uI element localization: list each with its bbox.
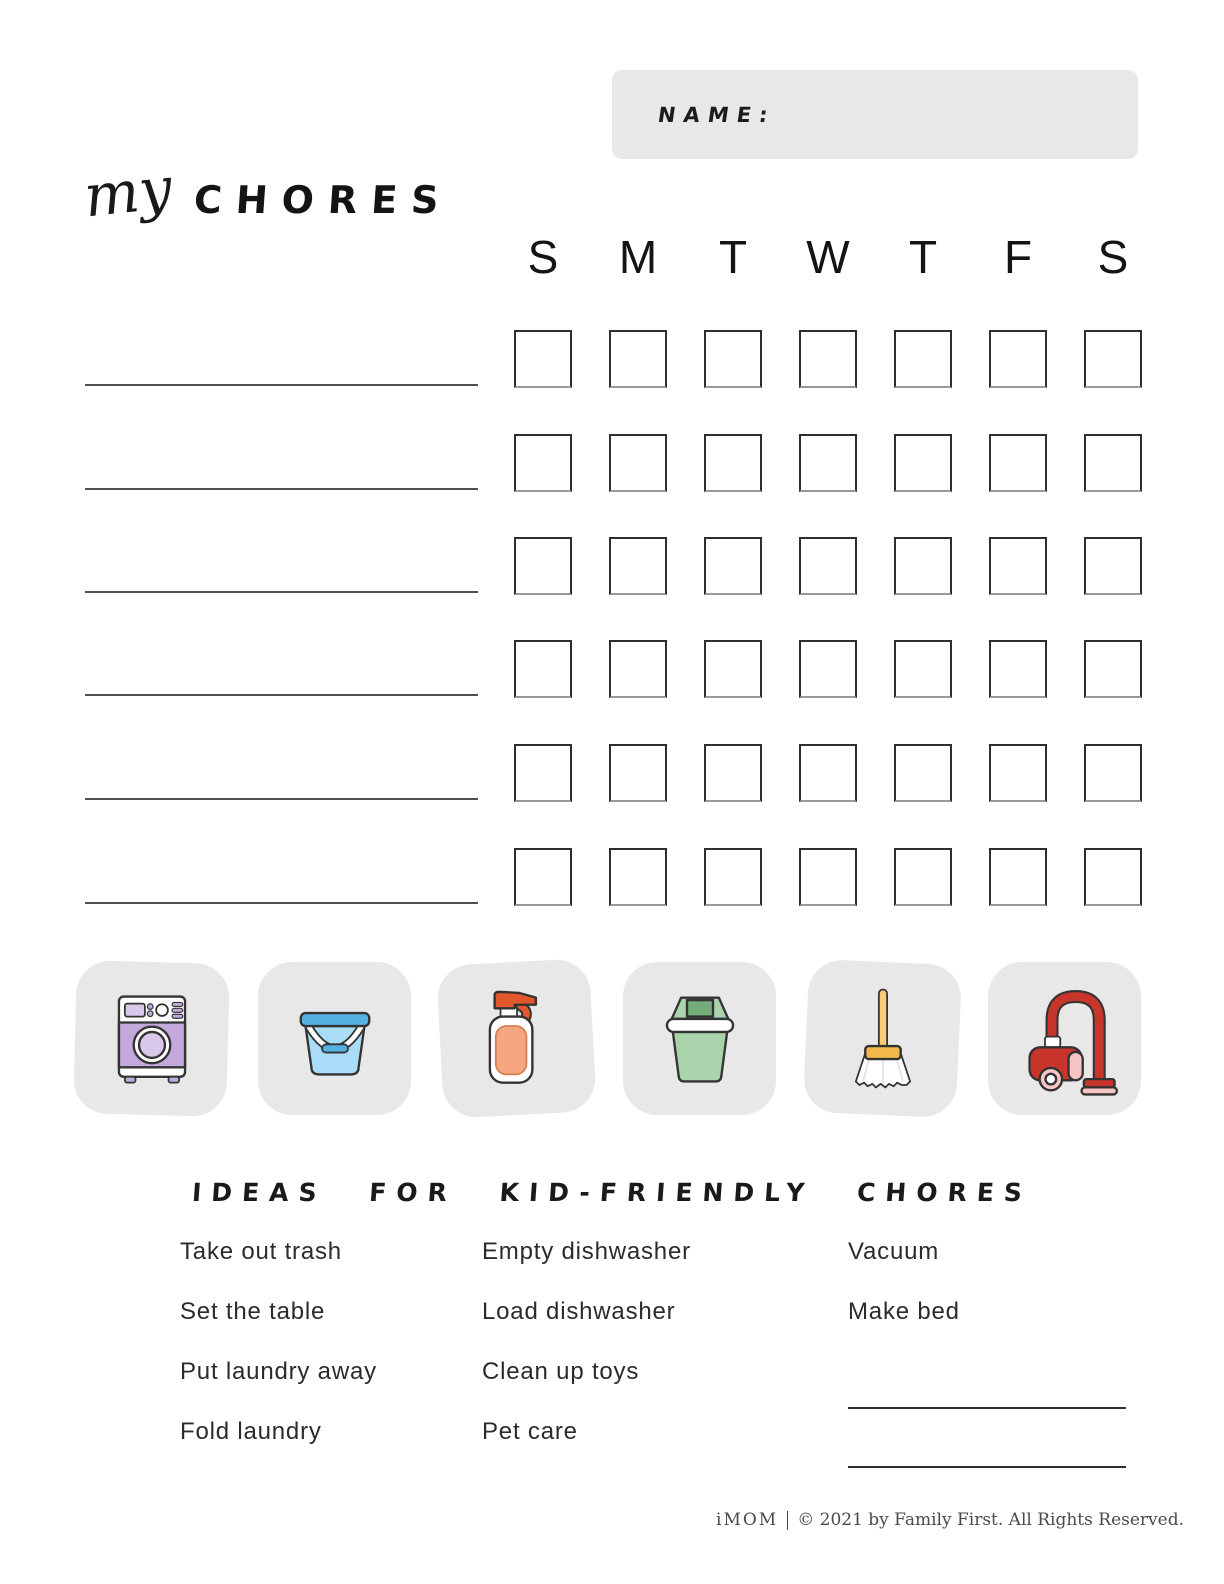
day-checkbox[interactable] xyxy=(514,434,572,492)
idea-item: Clean up toys xyxy=(482,1358,640,1385)
tile-spray-bottle xyxy=(436,958,597,1119)
tile-trash-can xyxy=(623,962,776,1115)
chore-row xyxy=(0,537,1224,599)
idea-item: Empty dishwasher xyxy=(482,1238,691,1265)
day-checkbox[interactable] xyxy=(894,330,952,388)
day-checkbox[interactable] xyxy=(894,744,952,802)
idea-item: Set the table xyxy=(180,1298,326,1325)
day-checkbox[interactable] xyxy=(609,330,667,388)
day-checkbox[interactable] xyxy=(514,744,572,802)
day-checkbox[interactable] xyxy=(1084,330,1142,388)
day-checkbox[interactable] xyxy=(989,537,1047,595)
day-checkbox[interactable] xyxy=(1084,848,1142,906)
day-checkbox[interactable] xyxy=(1084,640,1142,698)
day-checkbox[interactable] xyxy=(609,537,667,595)
day-checkbox[interactable] xyxy=(704,537,762,595)
chore-row xyxy=(0,640,1224,702)
footer-copyright: © 2021 by Family First. All Rights Reserved. xyxy=(797,1510,1184,1530)
day-checkbox[interactable] xyxy=(514,330,572,388)
spray-bottle-icon xyxy=(458,980,576,1098)
day-checkbox[interactable] xyxy=(799,537,857,595)
page-title-script: my xyxy=(80,153,176,231)
day-checkbox[interactable] xyxy=(799,330,857,388)
ideas-column-2 xyxy=(482,1240,691,1480)
day-letter-thursday: T xyxy=(908,231,938,283)
idea-item: Put laundry away xyxy=(180,1358,377,1385)
tile-washing-machine xyxy=(73,960,230,1117)
idea-item: Take out trash xyxy=(180,1238,342,1265)
name-label: NAME: xyxy=(656,102,778,127)
day-checkbox[interactable] xyxy=(704,744,762,802)
tile-vacuum xyxy=(988,962,1141,1115)
day-checkbox[interactable] xyxy=(799,744,857,802)
name-input-box[interactable] xyxy=(612,70,1138,159)
chore-row xyxy=(0,434,1224,496)
day-checkbox[interactable] xyxy=(799,640,857,698)
chore-name-line[interactable] xyxy=(85,902,478,904)
day-checkbox[interactable] xyxy=(1084,434,1142,492)
chore-row xyxy=(0,330,1224,392)
idea-item: Pet care xyxy=(482,1418,578,1445)
day-checkbox[interactable] xyxy=(989,330,1047,388)
day-letter-friday: F xyxy=(1003,231,1033,283)
ideas-heading: IDEAS FOR KID-FRIENDLY CHORES xyxy=(191,1178,1033,1207)
chore-name-line[interactable] xyxy=(85,488,478,490)
footer xyxy=(716,1510,1184,1530)
day-checkbox[interactable] xyxy=(704,330,762,388)
day-checkbox[interactable] xyxy=(514,640,572,698)
day-checkbox[interactable] xyxy=(894,848,952,906)
day-letter-saturday: S xyxy=(1097,231,1129,283)
day-checkbox[interactable] xyxy=(609,744,667,802)
day-letter-monday: M xyxy=(618,231,658,283)
day-checkbox[interactable] xyxy=(799,434,857,492)
bucket-icon xyxy=(276,980,394,1098)
day-checkbox[interactable] xyxy=(1084,744,1142,802)
day-checkbox[interactable] xyxy=(989,744,1047,802)
day-letter-wednesday: W xyxy=(806,231,850,283)
day-letter-sunday: S xyxy=(527,231,559,283)
ideas-column-3 xyxy=(848,1240,960,1360)
day-checkbox[interactable] xyxy=(514,537,572,595)
day-checkbox[interactable] xyxy=(799,848,857,906)
tile-bucket xyxy=(258,962,411,1115)
day-checkbox[interactable] xyxy=(894,434,952,492)
chore-row xyxy=(0,848,1224,910)
idea-item: Vacuum xyxy=(848,1238,940,1265)
chore-name-line[interactable] xyxy=(85,384,478,386)
washing-machine-icon xyxy=(93,980,211,1098)
footer-divider xyxy=(787,1511,788,1530)
idea-item: Fold laundry xyxy=(180,1418,322,1445)
day-checkbox[interactable] xyxy=(704,434,762,492)
vacuum-icon xyxy=(1006,980,1124,1098)
page-title: CHORES xyxy=(192,178,455,222)
day-checkbox[interactable] xyxy=(894,640,952,698)
idea-item: Make bed xyxy=(848,1298,960,1325)
chore-name-line[interactable] xyxy=(85,591,478,593)
blank-chore-line[interactable] xyxy=(848,1466,1126,1468)
idea-item: Load dishwasher xyxy=(482,1298,676,1325)
day-checkbox[interactable] xyxy=(704,640,762,698)
chore-name-line[interactable] xyxy=(85,798,478,800)
day-checkbox[interactable] xyxy=(989,848,1047,906)
day-letter-tuesday: T xyxy=(718,231,748,283)
day-checkbox[interactable] xyxy=(1084,537,1142,595)
day-checkbox[interactable] xyxy=(609,434,667,492)
blank-chore-line[interactable] xyxy=(848,1407,1126,1409)
day-checkbox[interactable] xyxy=(514,848,572,906)
day-checkbox[interactable] xyxy=(609,640,667,698)
chore-name-line[interactable] xyxy=(85,694,478,696)
broom-icon xyxy=(824,980,942,1098)
day-checkbox[interactable] xyxy=(989,640,1047,698)
tile-broom xyxy=(803,959,963,1119)
day-checkbox[interactable] xyxy=(989,434,1047,492)
day-checkbox[interactable] xyxy=(609,848,667,906)
day-checkbox[interactable] xyxy=(894,537,952,595)
trash-can-icon xyxy=(641,980,759,1098)
day-checkbox[interactable] xyxy=(704,848,762,906)
ideas-column-1 xyxy=(180,1240,377,1480)
chore-row xyxy=(0,744,1224,806)
footer-brand: iMOM xyxy=(716,1510,779,1530)
